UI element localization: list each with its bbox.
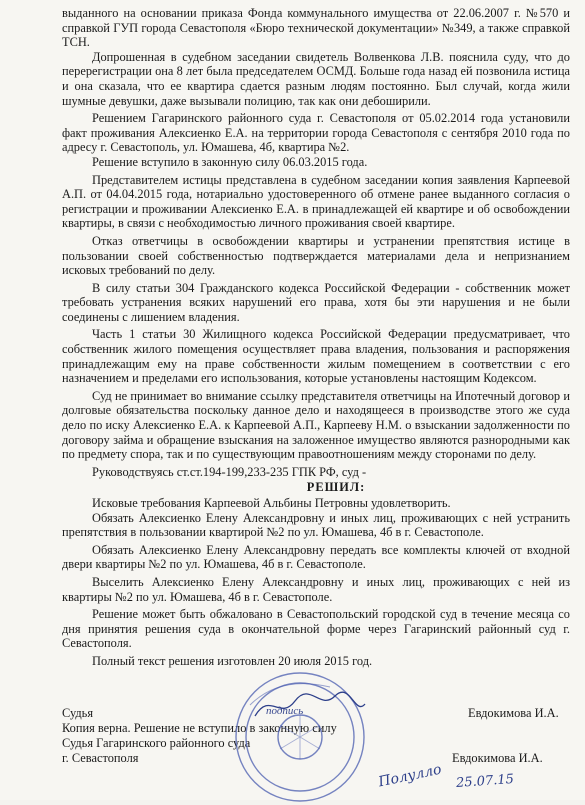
- paragraph: Решением Гагаринского районного суда г. Севастополя от 05.02.2014 года установили факт проживания Алексиенко Е.А. на территории города Севастополя с сентября 2010 года по адресу г. Севастополь, ул. Юмашева, 4б, квартира №2.: [62, 111, 570, 155]
- decision-paragraph: Исковые требования Карпеевой Альбины Петровны удовлетворить.: [92, 496, 451, 510]
- judge-name-2: Евдокимова И.А.: [452, 751, 543, 765]
- paragraph: В силу статьи 304 Гражданского кодекса Российской Федерации - собственник может требовать устранения всяких нарушений его права, хотя бы эти нарушения и не были соединены с лишением владения.: [62, 280, 570, 324]
- decision-paragraph: Обязать Алексиенко Елену Александровну передать все комплекты ключей от входной двери квартиры №2 по ул. Юмашева, 4б в г. Севастополе.: [62, 542, 570, 572]
- decision-heading: РЕШИЛ:: [306, 480, 366, 495]
- decision-paragraph: Решение может быть обжаловано в Севастопольский городской суд в течение месяца со дня принятия решения суда в окончательной форме через Гагаринский районный суд г. Севастополя.: [62, 607, 570, 651]
- paragraph: Руководствуясь ст.ст.194-199,233-235 ГПК РФ, суд -: [92, 464, 367, 479]
- paragraph: выданного на основании приказа Фонда коммунального имущества от 22.06.2007 г. №570 и справкой ГУП города Севастополя «Бюро технической документации» №349, а также справкой ТСН.: [62, 6, 570, 50]
- court-line: Судья Гагаринского районного суда: [62, 736, 251, 750]
- paragraph: Часть 1 статьи 30 Жилищного кодекса Российской Федерации предусматривает, что собственник жилого помещения осуществляет права владения, пользования и распоряжения принадлежащим ему на праве собственности жилым помещением в соответствии с его назначением и пределами его использования, которые установлены настоящим Кодексом.: [62, 327, 570, 386]
- copy-certification: Копия верна. Решение не вступило в законную силу: [62, 721, 337, 735]
- decision-paragraph: Полный текст решения изготовлен 20 июля 2015 год.: [92, 653, 373, 668]
- decision-paragraph: Выселить Алексиенко Елену Александровну и иных лиц, проживающих с ней из квартиры №2 по ул. Юмашева, 4б в г. Севастополе.: [62, 574, 570, 604]
- paragraph: Представителем истицы представлена в судебном заседании копия заявления Карпеевой А.П. от 04.04.2015 года, нотариально удостоверенного об отмене ранее выданного согласия о регистрации и проживании Алексиенко Е.А. в принадлежащей ей квартире и об освобождении квартиры, в связи с необходимостью личного проживания своей квартире.: [62, 172, 570, 231]
- handwritten-signature: Полулло: [377, 761, 443, 791]
- signature-note: подпись: [266, 705, 304, 717]
- paragraph: Суд не принимает во внимание ссылку представителя ответчицы на Ипотечный договор и долговые обязательства поскольку данное дело и находящееся в производстве этого же суда дело по иску Алексиенко Е.А. к Карпеевой А.П., Карпееву Н.М. о взыскании задолженности по договору займа и обращение взыскания на заложенное имущество являются разнородными как по предмету спора, так и по существующим правоотношениям между сторонами по делу.: [62, 388, 570, 462]
- paragraph: Отказ ответчицы в освобождении квартиры и устранении препятствия истице в пользовании своей собственностью подтверждается материалами дела и непризнанием исковых требований по делу.: [62, 233, 570, 278]
- judge-name: Евдокимова И.А.: [468, 706, 559, 720]
- handwritten-date: 25.07.15: [455, 771, 515, 792]
- paragraph: Допрошенная в судебном заседании свидетель Волвенкова Л.В. пояснила суду, что до перерегистрации она 8 лет была председателем ОСМД. Больше года назад ей позвонила истица и она сказала, что ее квартира сдается разным людям постоянно. Был случай, когда жили шумные девушки, даже вызывали полицию, так как они дебоширили.: [62, 49, 570, 108]
- decision-paragraph: Обязать Алексиенко Елену Александровну и иных лиц, проживающих с ней устранить препятствия в пользовании квартирой №2 по ул. Юмашева, 4б в г. Севастополе.: [62, 510, 570, 540]
- judge-label: Судья: [62, 706, 94, 720]
- judge-signature-scribble: [250, 686, 370, 726]
- document-body: [62, 6, 570, 669]
- paragraph: Решение вступило в законную силу 06.03.2015 года.: [92, 154, 368, 169]
- city-line: г. Севастополя: [62, 751, 139, 765]
